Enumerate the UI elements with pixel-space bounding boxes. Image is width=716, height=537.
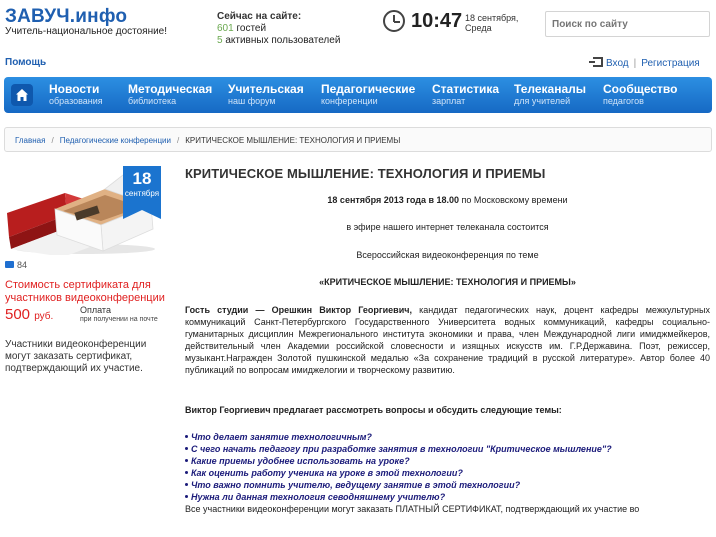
site-logo[interactable]: ЗАВУЧ.инфо (5, 6, 128, 27)
comment-icon (5, 261, 14, 268)
online-stats (217, 11, 340, 47)
nav-item-tv-channels[interactable] (514, 83, 586, 106)
nav-item-label: Статистика (432, 82, 500, 96)
certificate-price-title: Стоимость сертификата для участников видеоконференции (5, 279, 165, 304)
date-day: 18 сентября, (465, 13, 519, 23)
nav-item-label: Телеканалы (514, 82, 587, 96)
topic-text: Что делает занятие технологичным? (191, 432, 372, 442)
event-type: Всероссийская видеоконференция по теме (356, 250, 539, 260)
nav-item-sublabel: педагогов (603, 96, 644, 106)
current-date (465, 13, 518, 33)
date-badge (123, 166, 161, 210)
date-badge-month: сентября (124, 189, 160, 198)
topic-text: Какие приемы удобнее использовать на уроке? (191, 456, 410, 466)
online-title: Сейчас на сайте: (217, 11, 302, 22)
payment-info (80, 306, 158, 324)
payment-title: Оплата (80, 305, 111, 315)
login-link[interactable]: Вход (606, 58, 629, 69)
date-badge-day: 18 (132, 169, 152, 188)
site-tagline: Учитель-национальное достояние! (5, 26, 168, 37)
register-link[interactable]: Регистрация (641, 58, 700, 69)
bullet-icon (185, 459, 188, 462)
comments-counter[interactable] (5, 260, 27, 270)
bullet-icon (185, 483, 188, 486)
certificate-note: Участники видеоконференции могут заказать сертификат, подтверждающий их участие. (5, 339, 147, 374)
breadcrumb-divider: / (177, 136, 180, 145)
nav-item-label: Методическая (128, 82, 213, 96)
payment-note: при получении на почте (80, 316, 158, 323)
current-time: 10:47 (411, 10, 463, 32)
list-item (185, 467, 710, 479)
nav-item-label: Педагогические (321, 82, 416, 96)
guest-description: кандидат педагогических наук, доцент кафедры межкультурных коммуникаций Санкт-Петербургского Государственного Университета водных коммуникаций, кафедры социально-гуманитарных дисциплин Межрегионального института экономики и права, член Международной лиги имиджмейкеров, действительный член Академии российской словесности и изящных искусств им. Г.Р.Державина. Поэт, режиссер, музыкант.Награжден Золотой пушкинской медалью «За сохранение традиций в русской литературе». Автор более 40 публикаций по вопросам имиджелогии и творческому развитию. (185, 305, 710, 375)
guests-line (217, 23, 340, 35)
nav-item-sublabel: для учителей (514, 96, 571, 106)
home-icon (15, 88, 29, 102)
article-title: КРИТИЧЕСКОЕ МЫШЛЕНИЕ: ТЕХНОЛОГИЯ И ПРИЕМЫ (185, 166, 546, 181)
topics-list (185, 431, 710, 503)
breadcrumb-divider: / (51, 136, 54, 145)
active-label: активных пользователей (222, 35, 341, 46)
nav-item-salary-stats[interactable] (432, 83, 499, 106)
topics-intro: Виктор Георгиевич предлагает рассмотреть вопросы и обсудить следующие темы: (185, 405, 562, 415)
list-item (185, 443, 710, 455)
help-link[interactable]: Помощь (5, 57, 47, 68)
nav-item-sublabel: образования (49, 96, 103, 106)
bullet-icon (185, 471, 188, 474)
breadcrumb (4, 127, 712, 152)
topic-text: Как оценить работу ученика на уроке в этой технологии? (191, 468, 463, 478)
active-count[interactable]: 5 (217, 35, 223, 46)
event-timezone: по Московскому времени (459, 195, 568, 205)
guest-bio (185, 304, 710, 376)
breadcrumb-section[interactable]: Педагогические конференции (59, 136, 171, 145)
topic-text: Нужна ли данная технология севодняшнему учителю? (191, 492, 446, 502)
list-item (185, 491, 710, 503)
auth-separator: | (633, 58, 637, 69)
active-users-line (217, 35, 340, 47)
nav-item-label: Новости (49, 82, 100, 96)
list-item (185, 479, 710, 491)
price-currency: руб. (34, 311, 54, 322)
clock-icon (383, 10, 405, 32)
site-header (0, 0, 716, 52)
topic-text: Что важно помнить учителю, ведущему занятие в этой технологии? (191, 480, 521, 490)
certificate-info-text: Все участники видеоконференции могут заказать ПЛАТНЫЙ СЕРТИФИКАТ, подтверждающий их участие во (185, 504, 640, 514)
nav-item-conferences[interactable] (321, 83, 415, 106)
list-item (185, 455, 710, 467)
nav-item-sublabel: зарплат (432, 96, 466, 106)
nav-item-sublabel: конференции (321, 96, 378, 106)
guest-name: Гость студии — Орешкин Виктор Георгиевич, (185, 305, 412, 315)
nav-item-community[interactable] (603, 83, 677, 106)
event-datetime (185, 195, 710, 205)
event-broadcast: в эфире нашего интернет телеканала состоится (346, 222, 549, 232)
topic-text: С чего начать педагогу при разработке занятия в технологии "Критическое мышление"? (191, 444, 612, 454)
search-input[interactable] (545, 11, 710, 37)
list-item (185, 431, 710, 443)
bullet-icon (185, 435, 188, 438)
login-icon (593, 57, 603, 67)
nav-item-library[interactable] (128, 83, 212, 106)
guests-label: гостей (233, 23, 267, 34)
guests-count: 601 (217, 23, 234, 34)
event-topic: «КРИТИЧЕСКОЕ МЫШЛЕНИЕ: ТЕХНОЛОГИЯ И ПРИЕМЫ» (319, 277, 576, 287)
nav-item-label: Сообщество (603, 82, 678, 96)
auth-links (593, 57, 700, 69)
bullet-icon (185, 495, 188, 498)
certificate-price (5, 306, 53, 323)
breadcrumb-current: КРИТИЧЕСКОЕ МЫШЛЕНИЕ: ТЕХНОЛОГИЯ И ПРИЕМЫ (185, 136, 401, 145)
comments-count: 84 (17, 260, 28, 270)
nav-item-sublabel: наш форум (228, 96, 276, 106)
main-nav (4, 77, 712, 113)
nav-item-forum[interactable] (228, 83, 304, 106)
nav-item-label: Учительская (228, 82, 304, 96)
breadcrumb-home[interactable]: Главная (15, 136, 46, 145)
date-weekday: Среда (465, 23, 492, 33)
price-value: 500 (5, 306, 31, 323)
event-datetime-bold: 18 сентября 2013 года в 18.00 (327, 195, 460, 205)
bullet-icon (185, 447, 188, 450)
nav-item-news[interactable] (49, 83, 103, 106)
home-button[interactable] (11, 84, 33, 106)
nav-item-sublabel: библиотека (128, 96, 177, 106)
